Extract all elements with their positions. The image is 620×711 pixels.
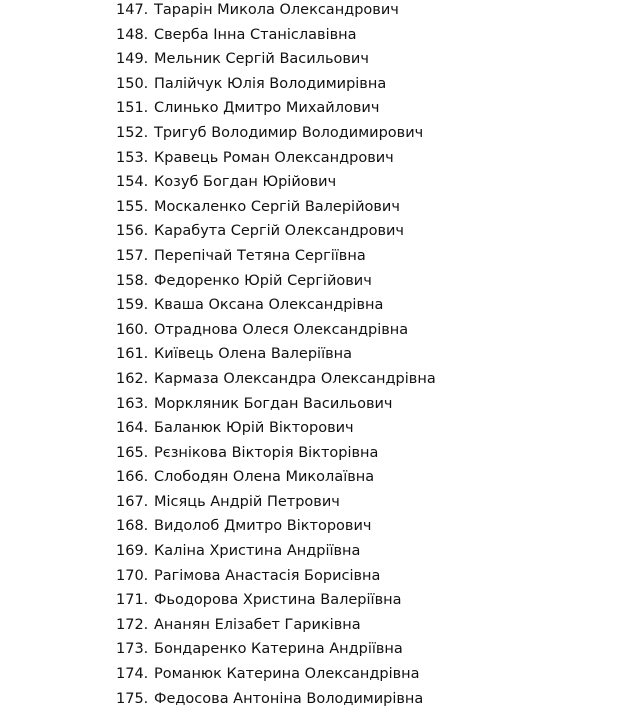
item-name: Отраднова Олеся Олександрівна [154,321,409,338]
item-name: Ананян Елізабет Гариківна [154,616,361,633]
item-number: 148. [116,26,149,43]
item-name: Сверба Інна Станіславівна [154,26,357,43]
list-item [116,441,436,466]
list-item [116,514,436,539]
list-item [116,416,436,441]
item-name: Каліна Христина Андріївна [154,543,361,560]
item-number: 155. [116,198,149,215]
name-list [116,0,436,711]
item-number: 160. [116,321,149,338]
item-name: Слинько Дмитро Михайлович [154,100,380,117]
item-name: Федоренко Юрій Сергійович [154,272,372,289]
list-item [116,637,436,662]
list-item [116,465,436,490]
item-name: Тригуб Володимир Володимирович [154,124,424,141]
item-name: Федосова Антоніна Володимирівна [154,690,424,707]
item-number: 171. [116,592,149,609]
item-name: Рєзнікова Вікторія Вікторівна [154,444,379,461]
item-name: Кваша Оксана Олександрівна [154,297,384,314]
list-item [116,72,436,97]
item-name: Місяць Андрій Петрович [154,493,340,510]
list-item [116,490,436,515]
item-name: Кравець Роман Олександрович [154,149,394,166]
item-name: Рагімова Анастасія Борисівна [154,567,381,584]
list-item [116,244,436,269]
item-name: Видолоб Дмитро Вікторович [154,518,372,535]
item-name: Мельник Сергій Васильович [154,51,369,68]
item-number: 175. [116,690,149,707]
item-number: 164. [116,420,149,437]
item-name: Перепічай Тетяна Сергіївна [154,247,366,264]
item-number: 166. [116,469,149,486]
item-number: 151. [116,100,149,117]
item-number: 156. [116,223,149,240]
list-item [116,170,436,195]
item-number: 165. [116,444,149,461]
list-item [116,23,436,48]
item-number: 157. [116,247,149,264]
list-item [116,539,436,564]
list-item [116,318,436,343]
list-item [116,121,436,146]
item-name: Фьодорова Христина Валеріївна [154,592,402,609]
item-name: Палійчук Юлія Володимирівна [154,75,387,92]
item-name: Моркляник Богдан Васильович [154,395,393,412]
item-number: 172. [116,616,149,633]
list-item [116,96,436,121]
item-number: 150. [116,75,149,92]
item-number: 167. [116,493,149,510]
item-number: 158. [116,272,149,289]
item-number: 173. [116,641,149,658]
item-number: 163. [116,395,149,412]
item-number: 169. [116,543,149,560]
list-item [116,47,436,72]
item-number: 159. [116,297,149,314]
item-number: 161. [116,346,149,363]
item-name: Бондаренко Катерина Андріївна [154,641,403,658]
list-item [116,293,436,318]
list-item [116,269,436,294]
list-item [116,219,436,244]
item-name: Романюк Катерина Олександрівна [154,666,420,683]
item-name: Баланюк Юрій Вікторович [154,420,354,437]
list-item [116,342,436,367]
item-name: Тарарін Микола Олександрович [154,2,399,18]
list-item [116,687,436,711]
item-number: 153. [116,149,149,166]
item-number: 154. [116,174,149,191]
list-item [116,0,436,23]
list-item [116,367,436,392]
list-item [116,392,436,417]
item-name: Київець Олена Валеріївна [154,346,353,363]
item-number: 162. [116,370,149,387]
item-number: 149. [116,51,149,68]
list-item [116,662,436,687]
list-item [116,564,436,589]
list-item [116,195,436,220]
item-number: 174. [116,666,149,683]
item-name: Козуб Богдан Юрійович [154,174,337,191]
item-number: 152. [116,124,149,141]
list-item [116,146,436,171]
item-name: Слободян Олена Миколаївна [154,469,375,486]
item-number: 168. [116,518,149,535]
item-name: Москаленко Сергій Валерійович [154,198,400,215]
item-number: 147. [116,2,149,18]
item-number: 170. [116,567,149,584]
list-item [116,588,436,613]
list-item [116,613,436,638]
item-name: Кармаза Олександра Олександрівна [154,370,436,387]
item-name: Карабута Сергій Олександрович [154,223,404,240]
